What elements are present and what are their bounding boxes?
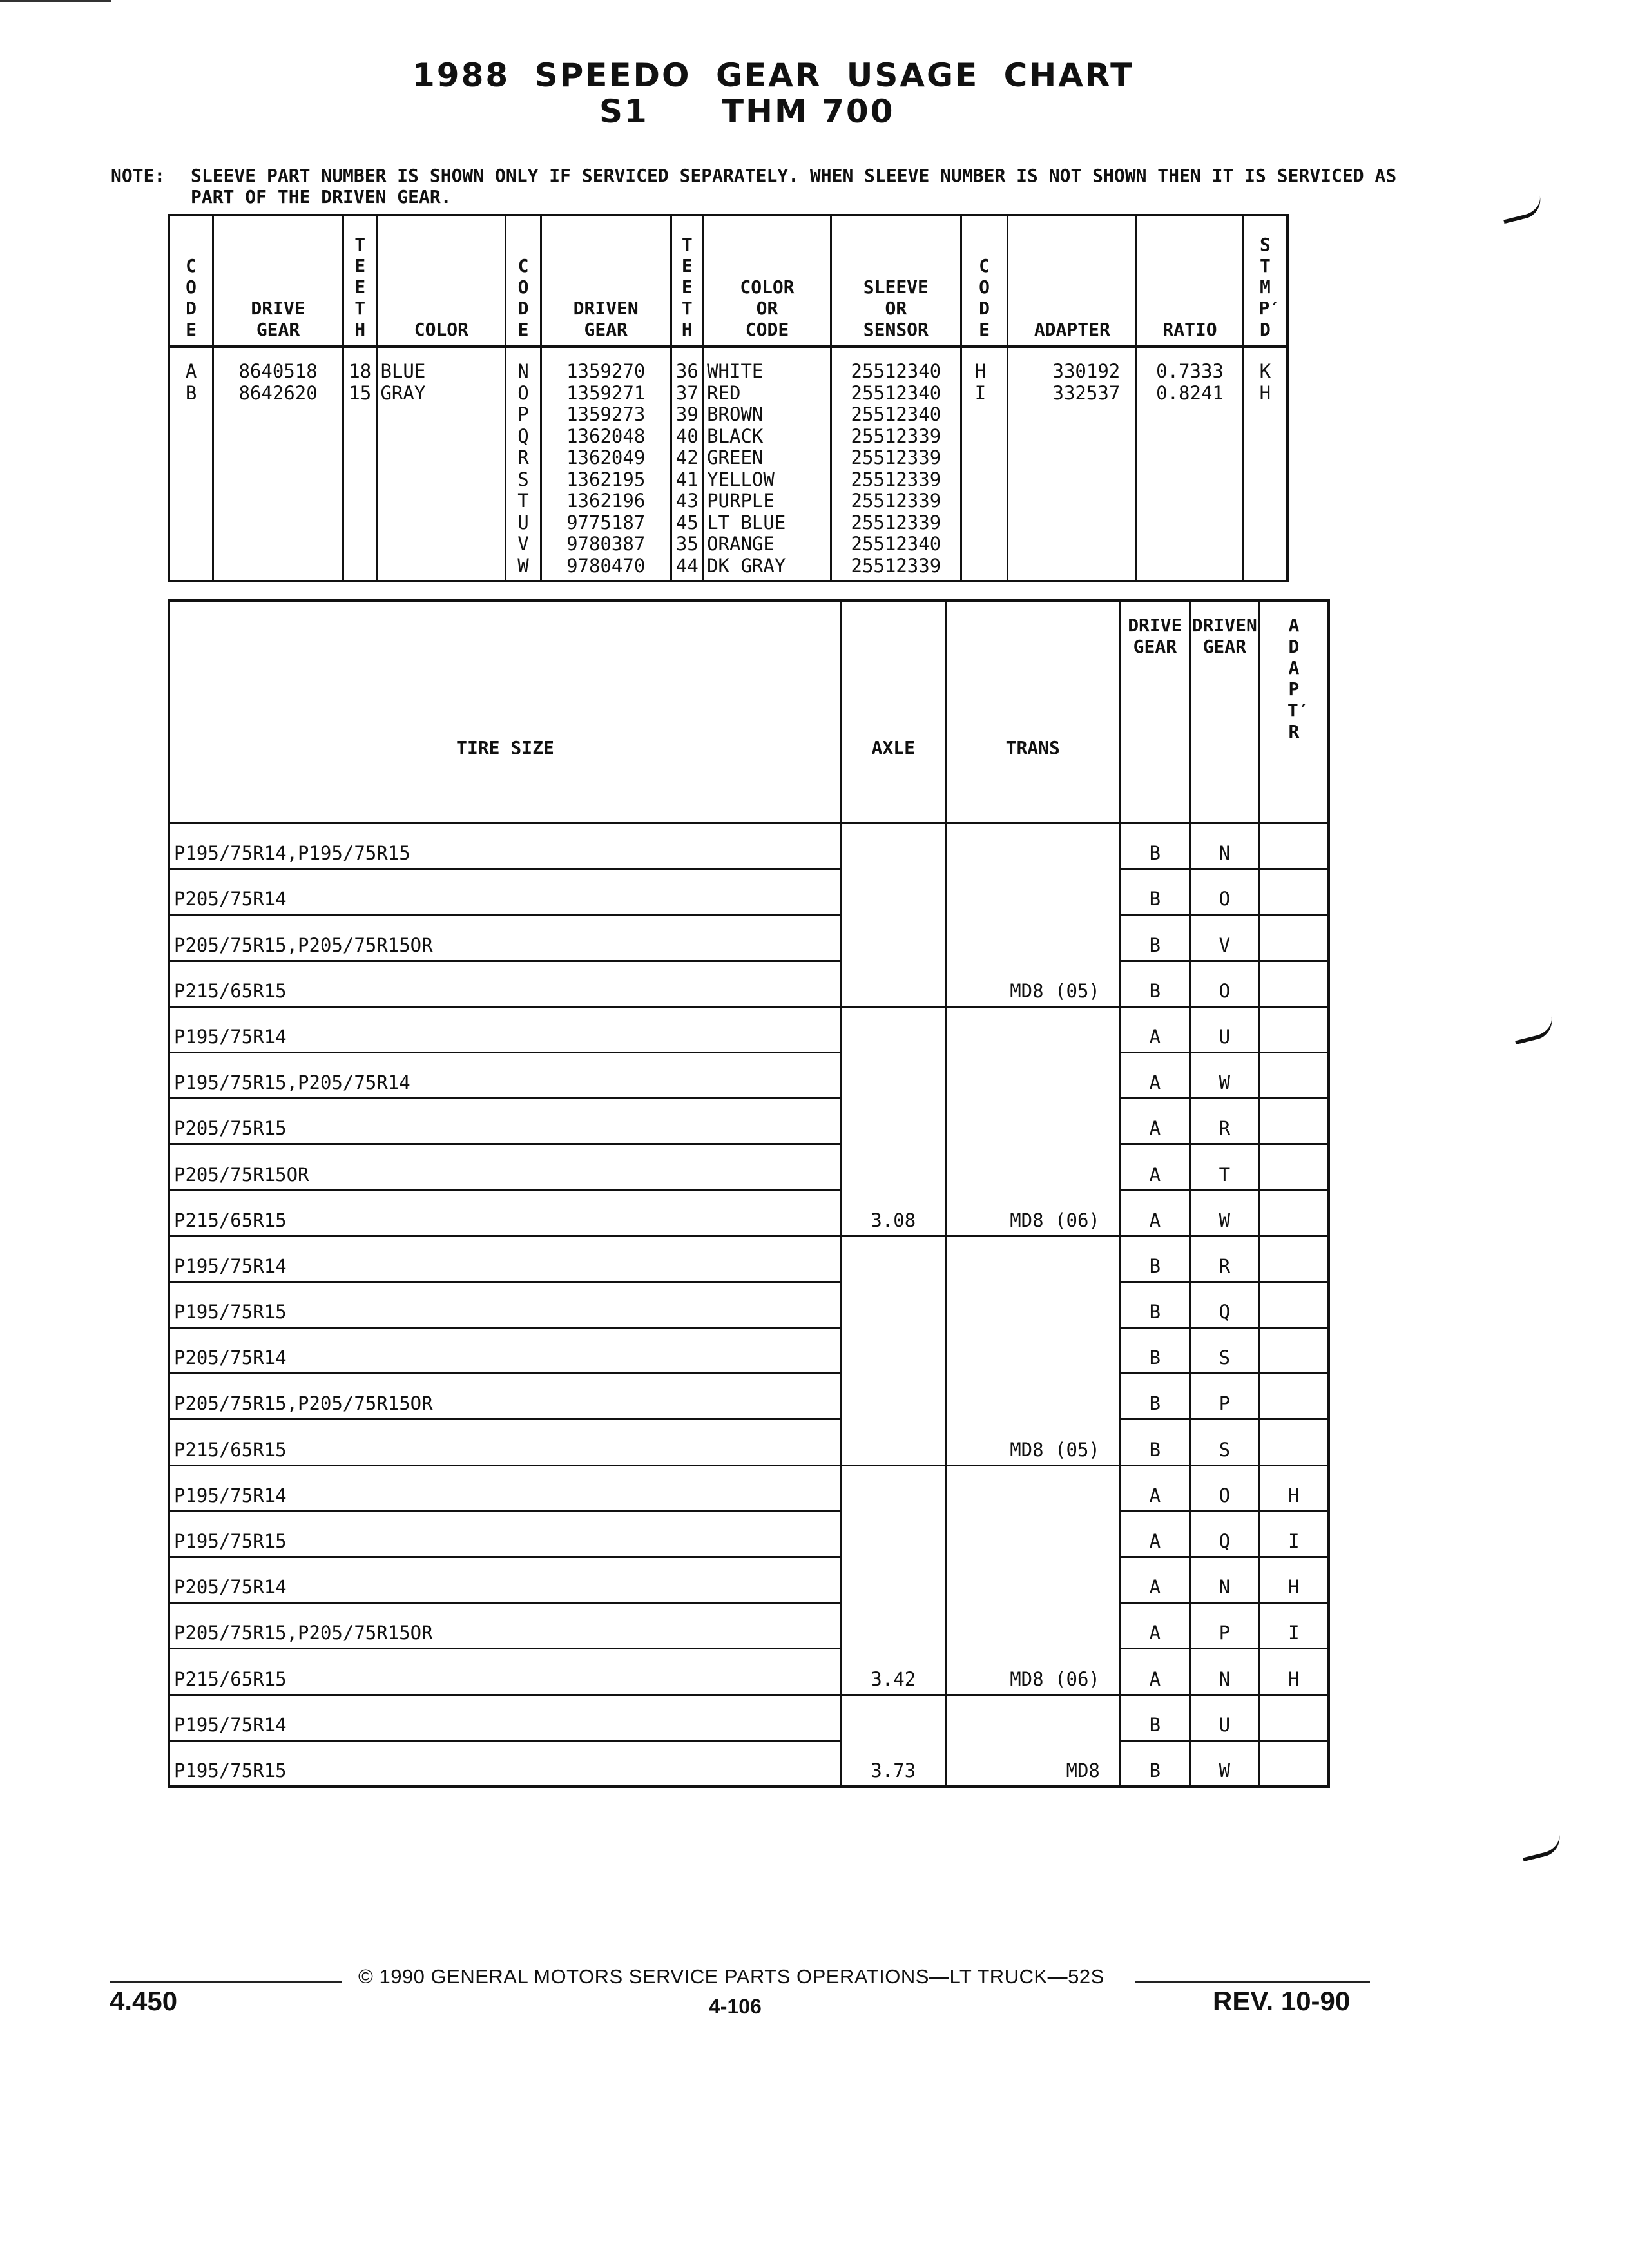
drive-gear-code-cell: A xyxy=(1120,1006,1190,1052)
drive-gear-code-cell: B xyxy=(1120,1695,1190,1740)
binder-tick-mark xyxy=(1499,195,1544,224)
adapter-code-cell xyxy=(1259,915,1329,961)
binder-tick-mark xyxy=(1511,1016,1556,1045)
adapter-code-cell xyxy=(1259,1282,1329,1327)
header-driven-teeth: TEETH xyxy=(671,215,703,347)
drive-gear-code-cell: B xyxy=(1120,1282,1190,1327)
trans-cell xyxy=(945,823,1120,869)
driven-gears: 1359270 1359271 1359273 1362048 1362049 1362195 1362196 9775187 9780387 9780470 xyxy=(541,347,671,581)
note-text: SLEEVE PART NUMBER IS SHOWN ONLY IF SERVICED SEPARATELY. WHEN SLEEVE NUMBER IS NOT SHOWN THEN IT IS SERVICED AS PART OF THE DRIVEN GEAR. xyxy=(191,165,1397,207)
header-drive-gear: DRIVE GEAR xyxy=(213,215,343,347)
axle-cell: 3.08 xyxy=(841,1190,945,1236)
table-row xyxy=(169,1328,1329,1374)
adapter-stamped: K H xyxy=(1243,347,1287,581)
drive-gear-code-cell: B xyxy=(1120,1374,1190,1419)
header-sleeve: SLEEVE OR SENSOR xyxy=(831,215,961,347)
header-axle: AXLE xyxy=(841,601,945,823)
trans-cell xyxy=(945,1557,1120,1603)
drive-colors: BLUE GRAY xyxy=(377,347,506,581)
drive-gear-code-cell: B xyxy=(1120,823,1190,869)
drive-gear-code-cell: B xyxy=(1120,1236,1190,1282)
tire-size-cell: P195/75R14 xyxy=(169,1695,841,1740)
trans-cell xyxy=(945,1144,1120,1190)
trans-cell: MD8 (05) xyxy=(945,1419,1120,1465)
driven-gear-code-cell: Q xyxy=(1190,1511,1259,1557)
driven-gear-code-cell: N xyxy=(1190,823,1259,869)
driven-gear-code-cell: P xyxy=(1190,1374,1259,1419)
table-row xyxy=(169,1740,1329,1787)
trans-cell xyxy=(945,1282,1120,1327)
adapter-code-cell: I xyxy=(1259,1511,1329,1557)
axle-cell xyxy=(841,961,945,1006)
header-trans: TRANS xyxy=(945,601,1120,823)
axle-cell xyxy=(841,1419,945,1465)
tire-size-cell: P215/65R15 xyxy=(169,1649,841,1695)
driven-gear-code-cell: Q xyxy=(1190,1282,1259,1327)
title-transmission: THM 700 xyxy=(722,93,895,130)
note-label: NOTE: xyxy=(111,165,166,186)
table-row xyxy=(169,1557,1329,1603)
driven-gear-code-cell: S xyxy=(1190,1328,1259,1374)
table-row xyxy=(169,1374,1329,1419)
driven-gear-code-cell: N xyxy=(1190,1557,1259,1603)
driven-colors: WHITE RED BROWN BLACK GREEN YELLOW PURPLE LT BLUE ORANGE DK GRAY xyxy=(704,347,831,581)
tire-size-cell: P205/75R14 xyxy=(169,1328,841,1374)
header-adapter: ADAPTER xyxy=(1008,215,1137,347)
adapter-code-cell xyxy=(1259,1740,1329,1787)
axle-cell xyxy=(841,915,945,961)
adapter-code-cell xyxy=(1259,1236,1329,1282)
driven-gear-code-cell: W xyxy=(1190,1052,1259,1098)
trans-cell xyxy=(945,1236,1120,1282)
table-row xyxy=(169,869,1329,915)
tire-size-cell: P205/75R15 xyxy=(169,1099,841,1144)
trans-cell xyxy=(945,1328,1120,1374)
table-row xyxy=(169,1511,1329,1557)
driven-gear-code-cell: R xyxy=(1190,1236,1259,1282)
trans-cell xyxy=(945,1099,1120,1144)
header-drive-code: CODE xyxy=(169,215,213,347)
adapter-code-cell xyxy=(1259,1695,1329,1740)
driven-gear-code-cell: U xyxy=(1190,1695,1259,1740)
axle-cell xyxy=(841,1236,945,1282)
tire-size-cell: P205/75R15,P205/75R15OR xyxy=(169,915,841,961)
header-tire-size: TIRE SIZE xyxy=(169,601,841,823)
driven-gear-code-cell: W xyxy=(1190,1740,1259,1787)
tire-size-cell: P195/75R14 xyxy=(169,1236,841,1282)
axle-cell xyxy=(841,1557,945,1603)
axle-cell xyxy=(841,1282,945,1327)
driven-gear-code-cell: W xyxy=(1190,1190,1259,1236)
table-row xyxy=(169,1465,1329,1511)
tire-size-cell: P215/65R15 xyxy=(169,961,841,1006)
trans-cell: MD8 (05) xyxy=(945,961,1120,1006)
tire-size-table xyxy=(168,599,1330,1788)
footer-page-number: 4-106 xyxy=(709,1995,762,2018)
driven-teeth: 36 37 39 40 42 41 43 45 35 44 xyxy=(671,347,703,581)
adapter-ratios: 0.7333 0.8241 xyxy=(1137,347,1244,581)
footer-revision: REV. 10-90 xyxy=(1213,1986,1351,2016)
drive-gear-code-cell: A xyxy=(1120,1190,1190,1236)
trans-cell xyxy=(945,1695,1120,1740)
tire-size-cell: P195/75R14 xyxy=(169,1465,841,1511)
table-row xyxy=(169,1603,1329,1649)
header-stamped: STMP′D xyxy=(1243,215,1287,347)
footer-copyright: © 1990 GENERAL MOTORS SERVICE PARTS OPERATIONS—LT TRUCK—52S xyxy=(358,1965,1104,1988)
adapter-code-cell xyxy=(1259,869,1329,915)
table-row xyxy=(169,1649,1329,1695)
trans-cell: MD8 (06) xyxy=(945,1190,1120,1236)
trans-cell: MD8 (06) xyxy=(945,1649,1120,1695)
footer-section-number: 4.450 xyxy=(110,1986,178,2016)
axle-cell xyxy=(841,1144,945,1190)
drive-gear-code-cell: B xyxy=(1120,1419,1190,1465)
tire-size-cell: P205/75R15,P205/75R15OR xyxy=(169,1374,841,1419)
trans-cell xyxy=(945,869,1120,915)
driven-gear-code-cell: R xyxy=(1190,1099,1259,1144)
axle-cell xyxy=(841,1328,945,1374)
axle-cell xyxy=(841,1511,945,1557)
tire-size-cell: P195/75R15 xyxy=(169,1740,841,1787)
tire-size-cell: P205/75R15OR xyxy=(169,1144,841,1190)
header-driven-gear-code: DRIVEN GEAR xyxy=(1190,601,1259,823)
axle-cell xyxy=(841,1099,945,1144)
drive-gear-code-cell: A xyxy=(1120,1603,1190,1649)
table-row xyxy=(169,1282,1329,1327)
adapter-code-cell xyxy=(1259,1374,1329,1419)
table-row xyxy=(169,1052,1329,1098)
footer-rule-left xyxy=(110,1981,342,1983)
footer-rule-right xyxy=(1135,1981,1370,1983)
tire-size-cell: P195/75R14 xyxy=(169,1006,841,1052)
tire-size-cell: P195/75R14,P195/75R15 xyxy=(169,823,841,869)
axle-cell xyxy=(841,1465,945,1511)
adapter-code-cell: H xyxy=(1259,1557,1329,1603)
title-line-1: 1988 SPEEDO GEAR USAGE CHART xyxy=(412,57,1135,94)
header-drive-color: COLOR xyxy=(377,215,506,347)
trans-cell xyxy=(945,915,1120,961)
tire-size-cell: P195/75R15 xyxy=(169,1511,841,1557)
drive-codes: A B xyxy=(169,347,213,581)
header-driven-gear: DRIVEN GEAR xyxy=(541,215,671,347)
header-adapter-code: ADAPT′R xyxy=(1259,601,1329,823)
drive-gear-code-cell: A xyxy=(1120,1465,1190,1511)
driven-gear-code-cell: U xyxy=(1190,1006,1259,1052)
adapter-code-cell: H xyxy=(1259,1465,1329,1511)
tire-size-cell: P195/75R15,P205/75R14 xyxy=(169,1052,841,1098)
header-color-code: COLOR OR CODE xyxy=(704,215,831,347)
drive-gears: 8640518 8642620 xyxy=(213,347,343,581)
trans-cell: MD8 xyxy=(945,1740,1120,1787)
trans-cell xyxy=(945,1511,1120,1557)
adapter-code-cell xyxy=(1259,961,1329,1006)
table-row xyxy=(169,1006,1329,1052)
parts-table xyxy=(168,214,1289,582)
axle-cell xyxy=(841,869,945,915)
driven-codes: N O P Q R S T U V W xyxy=(506,347,541,581)
table-row xyxy=(169,1190,1329,1236)
table-row xyxy=(169,1099,1329,1144)
tire-size-cell: P205/75R15,P205/75R15OR xyxy=(169,1603,841,1649)
adapter-code-cell: I xyxy=(1259,1603,1329,1649)
axle-cell xyxy=(841,1052,945,1098)
adapter-code-cell xyxy=(1259,1190,1329,1236)
trans-cell xyxy=(945,1052,1120,1098)
trans-cell xyxy=(945,1465,1120,1511)
axle-cell: 3.42 xyxy=(841,1649,945,1695)
table-row xyxy=(169,1236,1329,1282)
table-row xyxy=(169,1419,1329,1465)
trans-cell xyxy=(945,1374,1120,1419)
sleeve-numbers: 25512340 25512340 25512340 25512339 25512339 25512339 25512339 25512339 25512340 25512339 xyxy=(831,347,961,581)
table-row xyxy=(169,915,1329,961)
table-row xyxy=(169,1695,1329,1740)
driven-gear-code-cell: V xyxy=(1190,915,1259,961)
driven-gear-code-cell: O xyxy=(1190,1465,1259,1511)
adapter-code-cell: H xyxy=(1259,1649,1329,1695)
title-model: S1 xyxy=(599,93,649,130)
drive-gear-code-cell: A xyxy=(1120,1099,1190,1144)
tire-size-cell: P205/75R14 xyxy=(169,869,841,915)
adapter-code-cell xyxy=(1259,1328,1329,1374)
adapter-code-cell xyxy=(1259,1006,1329,1052)
tire-size-cell: P195/75R15 xyxy=(169,1282,841,1327)
table-row xyxy=(169,961,1329,1006)
drive-gear-code-cell: B xyxy=(1120,961,1190,1006)
drive-gear-code-cell: A xyxy=(1120,1649,1190,1695)
adapter-code-cell xyxy=(1259,1099,1329,1144)
header-adapter-code: CODE xyxy=(961,215,1008,347)
adapter-code-cell xyxy=(1259,823,1329,869)
drive-gear-code-cell: A xyxy=(1120,1052,1190,1098)
drive-teeth: 18 15 xyxy=(343,347,376,581)
trans-cell xyxy=(945,1006,1120,1052)
table-row xyxy=(169,823,1329,869)
drive-gear-code-cell: A xyxy=(1120,1557,1190,1603)
header-ratio: RATIO xyxy=(1137,215,1244,347)
drive-gear-code-cell: B xyxy=(1120,915,1190,961)
axle-cell xyxy=(841,1695,945,1740)
driven-gear-code-cell: T xyxy=(1190,1144,1259,1190)
adapter-parts: 330192 332537 xyxy=(1008,347,1137,581)
driven-gear-code-cell: N xyxy=(1190,1649,1259,1695)
header-drive-teeth: TEETH xyxy=(343,215,376,347)
table-row xyxy=(169,1144,1329,1190)
header-drive-gear-code: DRIVE GEAR xyxy=(1120,601,1190,823)
axle-cell xyxy=(841,1374,945,1419)
adapter-code-cell xyxy=(1259,1052,1329,1098)
drive-gear-code-cell: A xyxy=(1120,1511,1190,1557)
drive-gear-code-cell: B xyxy=(1120,1328,1190,1374)
driven-gear-code-cell: P xyxy=(1190,1603,1259,1649)
drive-gear-code-cell: A xyxy=(1120,1144,1190,1190)
tire-size-cell: P215/65R15 xyxy=(169,1419,841,1465)
axle-cell: 3.73 xyxy=(841,1740,945,1787)
axle-cell xyxy=(841,1603,945,1649)
drive-gear-code-cell: B xyxy=(1120,1740,1190,1787)
binder-tick-mark xyxy=(1519,1833,1563,1862)
driven-gear-code-cell: O xyxy=(1190,961,1259,1006)
driven-gear-code-cell: O xyxy=(1190,869,1259,915)
driven-gear-code-cell: S xyxy=(1190,1419,1259,1465)
tire-size-cell: P205/75R14 xyxy=(169,1557,841,1603)
adapter-code-cell xyxy=(1259,1144,1329,1190)
tire-table-body xyxy=(169,823,1329,1787)
tire-size-cell: P215/65R15 xyxy=(169,1190,841,1236)
axle-cell xyxy=(841,823,945,869)
axle-cell xyxy=(841,1006,945,1052)
trans-cell xyxy=(945,1603,1120,1649)
adapter-codes: H I xyxy=(961,347,1008,581)
corner-rule xyxy=(0,0,111,2)
drive-gear-code-cell: B xyxy=(1120,869,1190,915)
header-driven-code: CODE xyxy=(506,215,541,347)
adapter-code-cell xyxy=(1259,1419,1329,1465)
